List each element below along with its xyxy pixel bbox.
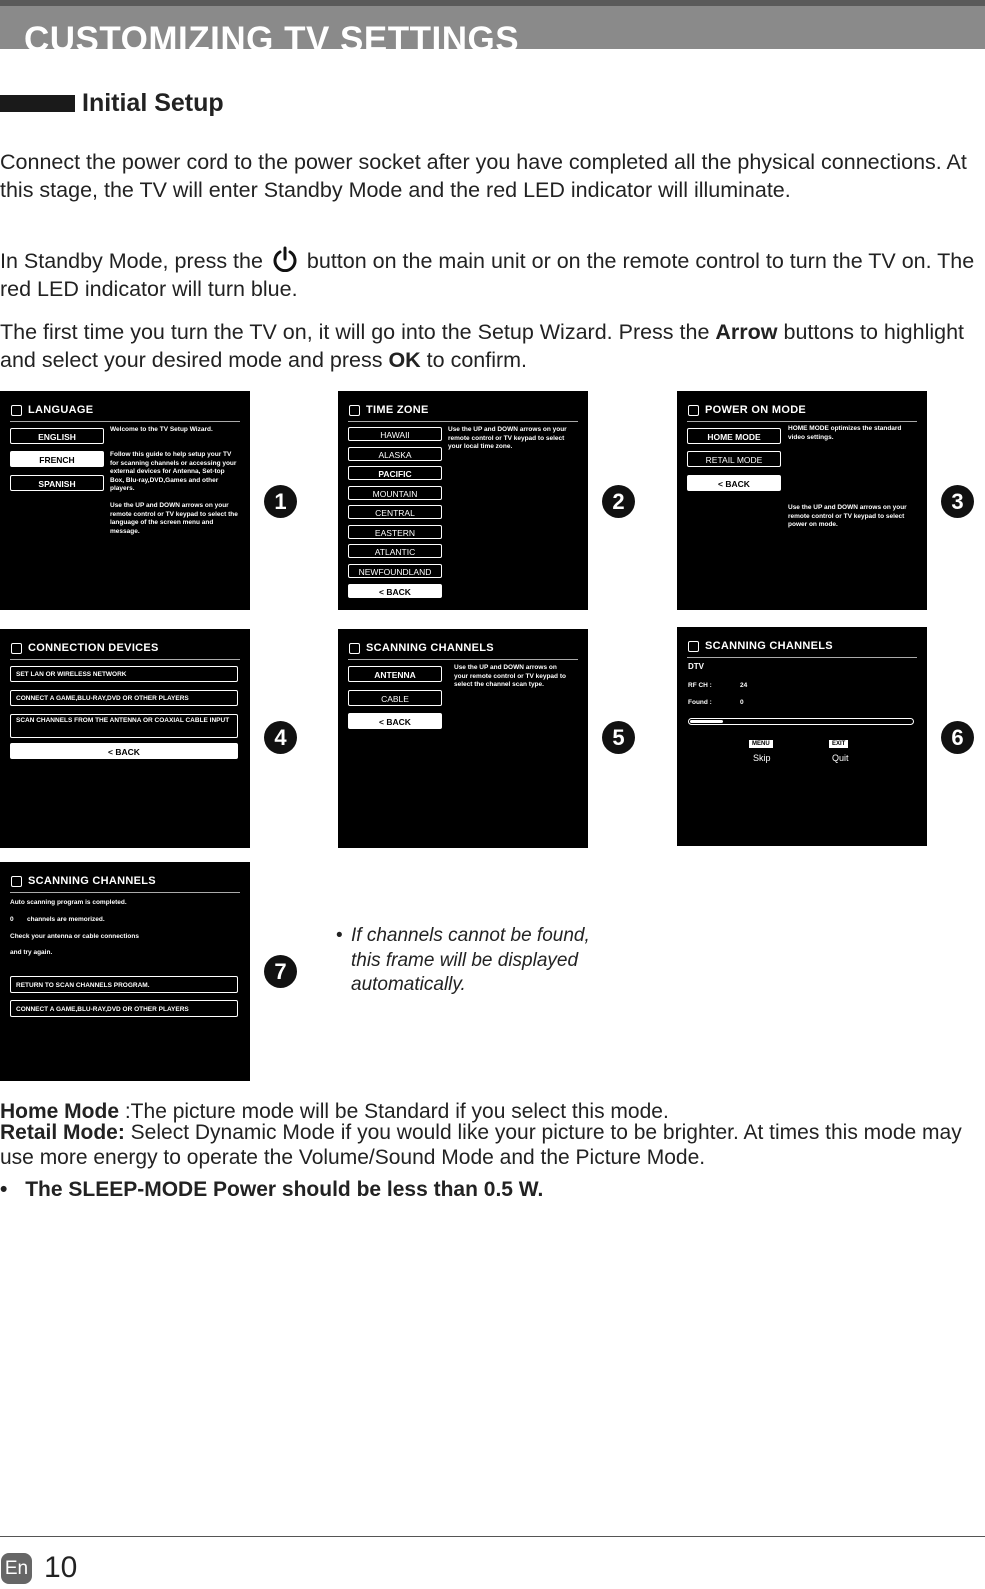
p3-text-b: buttons to highlight and select your desired mode and press xyxy=(0,320,965,372)
paragraph-standby xyxy=(0,246,975,303)
section-bar xyxy=(0,95,75,112)
screen-scanning-channels-type xyxy=(338,629,588,848)
option-antenna[interactable]: ANTENNA xyxy=(348,666,442,682)
step-number-1: 1 xyxy=(264,485,297,518)
screen-header xyxy=(11,875,156,887)
p3-text-a: The first time you turn the TV on, it will go into the Setup Wizard. Press the xyxy=(0,320,710,344)
back-button[interactable] xyxy=(10,743,238,759)
menu-key[interactable]: MENU xyxy=(749,740,773,748)
page-title: CUSTOMIZING TV SETTINGS xyxy=(24,20,520,55)
paragraph-standby-before: In Standby Mode, press the xyxy=(0,249,263,273)
welcome-text: Welcome to the TV Setup Wizard. xyxy=(110,426,213,433)
option-pacific[interactable]: PACIFIC xyxy=(348,466,442,480)
back-label: BACK xyxy=(115,747,140,757)
try-again-text: and try again. xyxy=(10,949,53,956)
screen-title: TIME ZONE xyxy=(366,404,429,416)
screen-title: POWER ON MODE xyxy=(705,404,807,416)
screen-header xyxy=(349,404,429,416)
scan-progress-bar xyxy=(688,718,914,725)
page-number: 10 xyxy=(44,1551,78,1584)
option-connect-players[interactable]: CONNECT A GAME,BLU-RAY,DVD OR OTHER PLAYERS xyxy=(10,690,238,706)
back-label: BACK xyxy=(386,717,411,727)
sleep-text: The SLEEP-MODE Power should be less than 0.5 W. xyxy=(25,1178,544,1201)
option-newfoundland[interactable]: NEWFOUNDLAND xyxy=(348,564,442,578)
page-header xyxy=(0,0,985,55)
option-french[interactable]: FRENCH xyxy=(10,451,104,467)
checkbox-icon xyxy=(688,405,699,416)
instruction-text: Use the UP and DOWN arrows on your remote control or TV keypad to select your local time zone. xyxy=(448,426,567,450)
screen-header xyxy=(688,640,833,652)
note-text: If channels cannot be found, this frame will be displayed automatically. xyxy=(351,925,590,995)
guide-text: Follow this guide to help setup your TV for scanning channels or accessing your external devices for Antenna, Set-top Box, Blu-ray,DVD,Games and other players. xyxy=(110,451,237,492)
rf-channel-value: 24 xyxy=(740,682,748,689)
divider xyxy=(10,659,240,660)
option-mountain[interactable]: MOUNTAIN xyxy=(348,486,442,500)
checkbox-icon xyxy=(349,643,360,654)
screen-title: SCANNING CHANNELS xyxy=(28,875,156,887)
option-scan-channels[interactable]: SCAN CHANNELS FROM THE ANTENNA OR COAXIAL CABLE INPUT xyxy=(10,714,238,738)
dtv-label: DTV xyxy=(688,662,704,671)
paragraph-setup-wizard xyxy=(0,318,975,374)
retail-mode-label: Retail Mode: xyxy=(0,1121,125,1144)
divider xyxy=(687,421,917,422)
found-value: 0 xyxy=(740,699,744,706)
screen-scanning-progress xyxy=(677,627,927,846)
option-hawaii[interactable]: HAWAII xyxy=(348,427,442,441)
channels-count: 0 xyxy=(10,916,14,923)
option-central[interactable]: CENTRAL xyxy=(348,505,442,519)
chevron-left-icon: < xyxy=(379,587,387,597)
checkbox-icon xyxy=(688,641,699,652)
checkbox-icon xyxy=(349,405,360,416)
home-mode-text: HOME MODE optimizes the standard video settings. xyxy=(788,425,902,441)
note xyxy=(336,924,596,998)
screen-time-zone xyxy=(338,391,588,610)
divider xyxy=(687,657,917,658)
skip-label: Skip xyxy=(753,753,771,763)
step-number-7: 7 xyxy=(264,955,297,988)
option-atlantic[interactable]: ATLANTIC xyxy=(348,544,442,558)
channels-memorized-text: channels are memorized. xyxy=(27,916,105,923)
step-number-3: 3 xyxy=(941,485,974,518)
p3-ok: OK xyxy=(388,348,421,372)
p3-text-c: to confirm. xyxy=(426,348,528,372)
back-button[interactable] xyxy=(348,713,442,729)
option-spanish[interactable]: SPANISH xyxy=(10,475,104,491)
option-cable[interactable]: CABLE xyxy=(348,690,442,706)
back-button[interactable] xyxy=(348,584,442,598)
step-number-6: 6 xyxy=(941,721,974,754)
footer-divider xyxy=(0,1536,985,1537)
option-set-network[interactable]: SET LAN OR WIRELESS NETWORK xyxy=(10,666,238,682)
back-label: BACK xyxy=(725,479,750,489)
check-antenna-text: Check your antenna or cable connections xyxy=(10,933,139,940)
option-connect-players[interactable]: CONNECT A GAME,BLU-RAY,DVD OR OTHER PLAYERS xyxy=(10,1000,238,1017)
p3-arrow: Arrow xyxy=(715,320,778,344)
retail-mode-paragraph xyxy=(0,1120,975,1170)
found-label: Found : xyxy=(688,699,712,706)
screen-connection-devices xyxy=(0,629,250,848)
option-return-scan[interactable]: RETURN TO SCAN CHANNELS PROGRAM. xyxy=(10,976,238,993)
screen-power-on-mode xyxy=(677,391,927,610)
home-mode-text: :The picture mode will be Standard if you select this mode. xyxy=(119,1100,669,1123)
chevron-left-icon: < xyxy=(108,747,116,757)
checkbox-icon xyxy=(11,643,22,654)
screen-header xyxy=(349,642,494,654)
scan-progress-fill xyxy=(690,720,723,723)
language-badge: En xyxy=(1,1553,32,1584)
paragraph-power-cord: Connect the power cord to the power socket after you have completed all the physical connections. At this stage, the TV will enter Standby Mode and the red LED indicator will illuminate. xyxy=(0,150,967,202)
home-mode-label: Home Mode xyxy=(0,1100,120,1123)
rf-channel-label: RF CH : xyxy=(688,682,712,689)
back-button[interactable] xyxy=(687,475,781,491)
screen-title: SCANNING CHANNELS xyxy=(366,642,494,654)
instruction-text: Use the UP and DOWN arrows on your remote control or TV keypad to select power on mode. xyxy=(788,504,907,528)
step-number-5: 5 xyxy=(602,721,635,754)
section-heading xyxy=(0,88,224,118)
screen-scan-completed xyxy=(0,862,250,1081)
paragraph-standby-after: button on the main unit or on the remote control to turn the TV on. The red LED indicator will turn blue. xyxy=(0,249,975,301)
sleep-bullet: • xyxy=(0,1178,8,1201)
divider xyxy=(10,892,240,893)
checkbox-icon xyxy=(11,876,22,887)
divider xyxy=(348,659,578,660)
screen-title: CONNECTION DEVICES xyxy=(28,642,159,654)
exit-key[interactable]: EXIT xyxy=(829,740,848,748)
screen-title: SCANNING CHANNELS xyxy=(705,640,833,652)
screen-header xyxy=(11,642,159,654)
completed-text: Auto scanning program is completed. xyxy=(10,899,127,906)
sleep-mode-note xyxy=(0,1178,543,1202)
screen-header xyxy=(11,404,93,416)
option-eastern[interactable]: EASTERN xyxy=(348,525,442,539)
note-bullet: • xyxy=(336,925,343,946)
step-number-2: 2 xyxy=(602,485,635,518)
chevron-left-icon: < xyxy=(379,717,387,727)
divider xyxy=(10,421,240,422)
screen-title: LANGUAGE xyxy=(28,404,94,416)
chevron-left-icon: < xyxy=(718,479,726,489)
instruction-text: Use the UP and DOWN arrows on your remote control or TV keypad to select the language of the screen menu and message. xyxy=(110,502,238,535)
option-alaska[interactable]: ALASKA xyxy=(348,447,442,461)
quit-label: Quit xyxy=(832,753,849,763)
screen-header xyxy=(688,404,806,416)
option-english[interactable]: ENGLISH xyxy=(10,428,104,444)
checkbox-icon xyxy=(11,405,22,416)
back-label: BACK xyxy=(386,587,411,597)
retail-mode-text: Select Dynamic Mode if you would like your picture to be brighter. At times this mode may use more energy to operate the Volume/Sound Mode and the Picture Mode. xyxy=(0,1121,962,1169)
option-home-mode[interactable]: HOME MODE xyxy=(687,428,781,444)
power-icon xyxy=(272,246,298,272)
option-retail-mode[interactable]: RETAIL MODE xyxy=(687,451,781,467)
divider xyxy=(348,421,578,422)
section-title: Initial Setup xyxy=(82,88,224,117)
screen-language xyxy=(0,391,250,610)
instruction-text: Use the UP and DOWN arrows on your remote control or TV keypad to select the channel scan type. xyxy=(454,664,566,688)
step-number-4: 4 xyxy=(264,721,297,754)
